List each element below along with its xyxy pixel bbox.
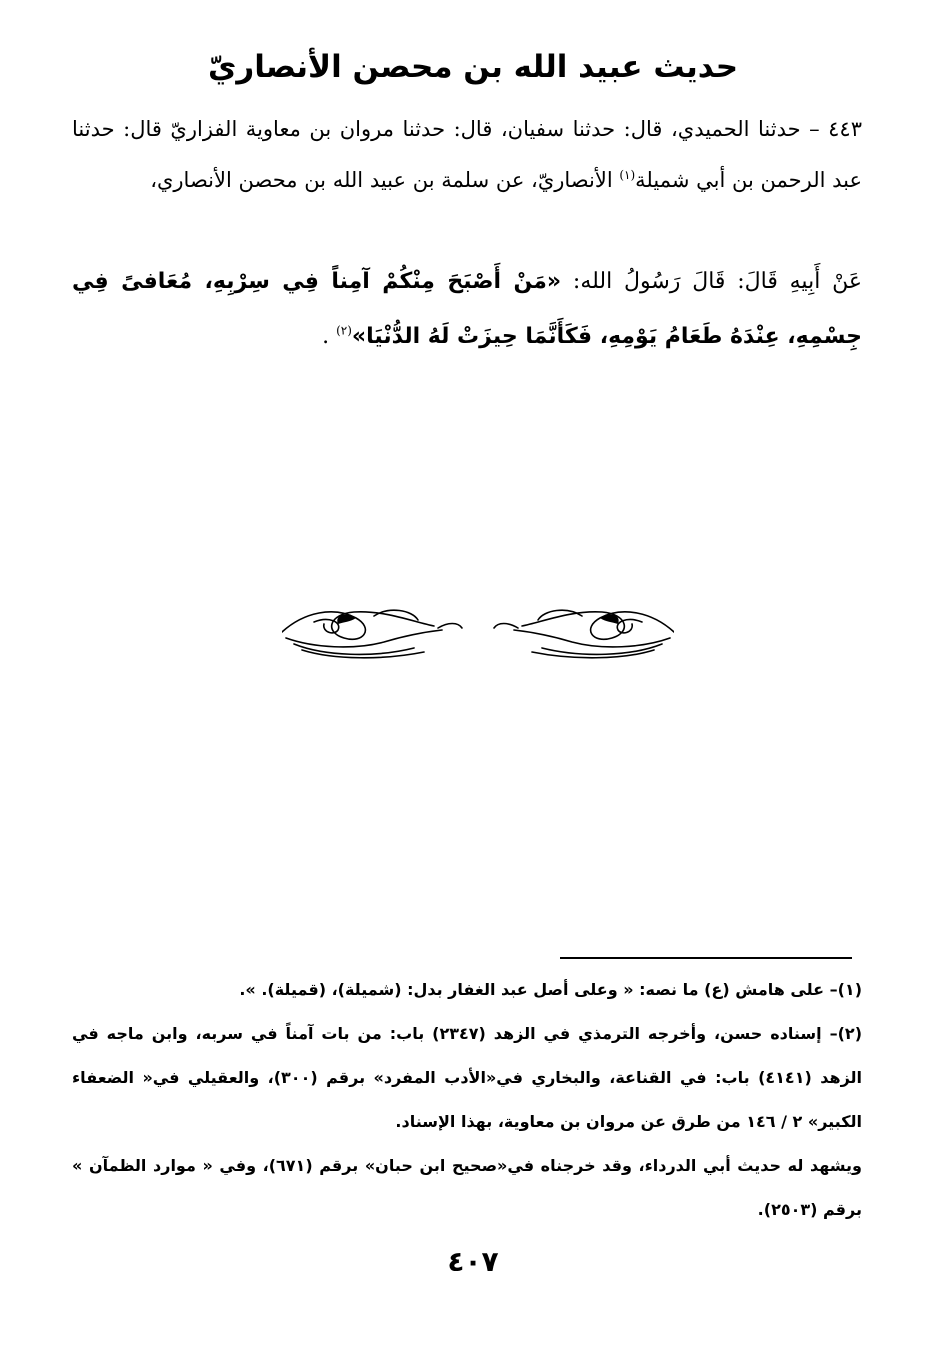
isnad-line-2a: قال: حدثنا عبد الرحمن بن أبي شميلة: [72, 117, 862, 192]
footnote-separator: [560, 957, 852, 959]
isnad-line-1: ٤٤٣ – حدثنا الحميدي، قال: حدثنا سفيان، قال: حدثنا مروان بن معاوية الفزاريّ: [170, 117, 862, 141]
hadith-matn: «مَنْ أَصْبَحَ مِنْكُمْ آمِناً فِي سِرْبِهِ، مُعَافىً فِي جِسْمِهِ، عِنْدَهُ طَعَامُ يَوْمِهِ، فَكَأَنَّمَا حِيزَتْ لَهُ الدُّنْيَا»: [72, 269, 862, 349]
footnote-ref-1[interactable]: (١): [619, 168, 636, 182]
hadith-end: .: [322, 324, 337, 349]
footnote-3: ويشهد له حديث أبي الدرداء، وقد خرجناه في«صحيح ابن حبان» برقم (٦٧١)، وفي « موارد الظمآن » برقم (٢٥٠٣).: [72, 1156, 862, 1219]
hadith-intro: عَنْ أَبِيهِ قَالَ: قَالَ رَسُولُ الله:: [561, 269, 862, 294]
footnote-1: (١)– على هامش (ع) ما نصه: « وعلى أصل عبد الغفار بدل: (شميلة)، (قميلة). ».: [239, 980, 862, 999]
isnad-text: [72, 104, 862, 206]
isnad-line-3: الأنصاري،: [150, 168, 232, 192]
footnote-ref-2[interactable]: (٢): [336, 323, 352, 338]
hadith-paragraph: [72, 254, 862, 364]
footnotes-section: [72, 968, 862, 1232]
decorative-flourish-icon: [282, 592, 674, 660]
footnote-2: (٢)– إسناده حسن، وأخرجه الترمذي في الزهد (٢٣٤٧) باب: من بات آمناً في سربه، وابن ماجه في الزهد (٤١٤١) باب: في القناعة، والبخاري في«الأدب المفرد» برقم (٣٠٠)، والعقيلي في« الضعفاء الكبير» ٢ / ١٤٦ من طرق عن مروان بن معاوية، بهذا الإسناد.: [72, 1024, 863, 1131]
isnad-paragraph: [72, 104, 862, 206]
page-number: ٤٠٧: [447, 1245, 499, 1278]
isnad-line-2b: الأنصاريّ، عن سلمة بن عبيد الله بن محصن: [238, 168, 620, 192]
chapter-title: حديث عبيد الله بن محصن الأنصاريّ: [207, 49, 739, 85]
